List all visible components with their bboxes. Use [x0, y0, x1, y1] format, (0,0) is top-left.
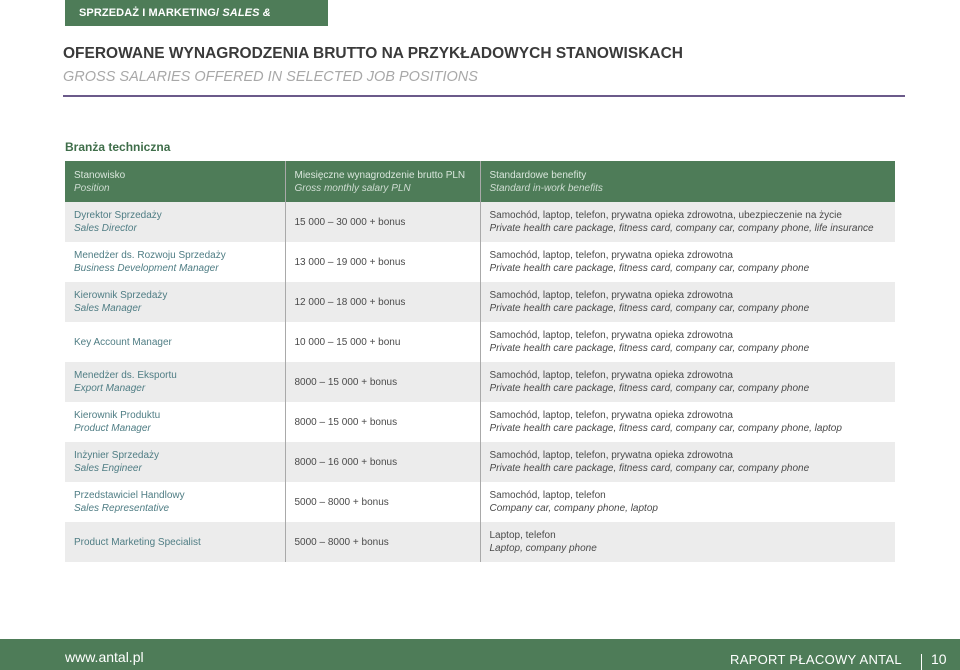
position-name-en: Sales Director: [74, 223, 137, 234]
benefits-en: Private health care package, fitness card, company car, company phone: [489, 463, 810, 474]
position-name-pl: Przedstawiciel Handlowy: [74, 490, 185, 501]
salary-cell: [285, 402, 480, 442]
position-cell: [65, 322, 285, 362]
position-cell: [65, 522, 285, 562]
benefits-en: Private health care package, fitness card, company car, company phone: [489, 263, 810, 274]
header-label-en: Gross monthly salary PLN: [294, 182, 411, 194]
table-header-row: [65, 161, 895, 202]
salary-cell: [285, 362, 480, 402]
position-name-pl: Kierownik Produktu: [74, 410, 161, 421]
benefits-pl: Samochód, laptop, telefon, prywatna opieka zdrowotna, ubezpieczenie na życie: [489, 210, 842, 221]
benefits-en: Laptop, company phone: [489, 543, 597, 554]
header-label-pl: Miesięczne wynagrodzenie brutto PLN: [294, 169, 466, 181]
benefits-pl: Samochód, laptop, telefon, prywatna opieka zdrowotna: [489, 250, 733, 261]
salary-cell: [285, 282, 480, 322]
table-row: [65, 442, 895, 482]
benefits-cell: [480, 202, 895, 242]
salary-range: 8000 – 16 000 + bonus: [294, 456, 398, 468]
page-footer: [0, 639, 960, 670]
benefits-pl: Samochód, laptop, telefon: [489, 490, 606, 501]
footer-report-title: RAPORT PŁACOWY ANTAL: [730, 652, 902, 667]
benefits-pl: Laptop, telefon: [489, 530, 556, 541]
position-name-en: Sales Representative: [74, 503, 170, 514]
header-label-pl: Standardowe benefity: [489, 169, 587, 181]
benefits-cell: [480, 362, 895, 402]
table-row: [65, 242, 895, 282]
header-benefits: [480, 161, 895, 202]
section-title: Branża techniczna: [65, 140, 171, 154]
position-cell: [65, 202, 285, 242]
position-name-pl: Menedżer ds. Rozwoju Sprzedaży: [74, 250, 226, 261]
benefits-cell: [480, 322, 895, 362]
benefits-cell: [480, 242, 895, 282]
table-row: [65, 322, 895, 362]
benefits-cell: [480, 482, 895, 522]
salary-range: 13 000 – 19 000 + bonus: [294, 256, 406, 268]
position-name-pl: Menedżer ds. Eksportu: [74, 370, 177, 381]
page-number: 10: [931, 651, 947, 667]
header-label-en: Position: [74, 182, 110, 194]
salary-range: 10 000 – 15 000 + bonu: [294, 336, 401, 348]
page-subtitle: GROSS SALARIES OFFERED IN SELECTED JOB POSITIONS: [63, 69, 478, 85]
benefits-en: Private health care package, fitness card, company car, company phone, life insurance: [489, 223, 874, 234]
salary-range: 5000 – 8000 + bonus: [294, 496, 389, 508]
salary-cell: [285, 522, 480, 562]
benefits-pl: Samochód, laptop, telefon, prywatna opieka zdrowotna: [489, 290, 733, 301]
salary-range: 8000 – 15 000 + bonus: [294, 416, 398, 428]
table-row: [65, 202, 895, 242]
salary-range: 8000 – 15 000 + bonus: [294, 376, 398, 388]
salary-cell: [285, 242, 480, 282]
benefits-pl: Samochód, laptop, telefon, prywatna opieka zdrowotna: [489, 410, 733, 421]
position-name-en: Sales Engineer: [74, 463, 142, 474]
header-label-en: Standard in-work benefits: [489, 182, 603, 194]
benefits-en: Company car, company phone, laptop: [489, 503, 658, 514]
footer-website: www.antal.pl: [65, 649, 144, 665]
benefits-cell: [480, 442, 895, 482]
benefits-en: Private health care package, fitness card, company car, company phone: [489, 303, 810, 314]
position-name-en: Sales Manager: [74, 303, 142, 314]
salary-range: 5000 – 8000 + bonus: [294, 536, 389, 548]
category-label-pl: SPRZEDAŻ I MARKETING/: [79, 7, 220, 19]
position-name-pl: Dyrektor Sprzedaży: [74, 210, 162, 221]
position-cell: [65, 242, 285, 282]
position-name-en: Business Development Manager: [74, 263, 219, 274]
footer-separator: [921, 654, 922, 670]
benefits-en: Private health care package, fitness card, company car, company phone: [489, 383, 810, 394]
position-name-en: Product Manager: [74, 423, 151, 434]
category-label-en: SALES & MARKETING: [79, 7, 271, 45]
position-cell: [65, 402, 285, 442]
header-salary: [285, 161, 480, 202]
benefits-pl: Samochód, laptop, telefon, prywatna opieka zdrowotna: [489, 370, 733, 381]
table-row: [65, 362, 895, 402]
position-name-pl: Key Account Manager: [74, 336, 172, 348]
benefits-cell: [480, 522, 895, 562]
salary-cell: [285, 322, 480, 362]
position-cell: [65, 482, 285, 522]
table-row: [65, 402, 895, 442]
benefits-cell: [480, 282, 895, 322]
benefits-cell: [480, 402, 895, 442]
position-cell: [65, 282, 285, 322]
salary-range: 12 000 – 18 000 + bonus: [294, 296, 406, 308]
header-position: [65, 161, 285, 202]
position-name-pl: Inżynier Sprzedaży: [74, 450, 160, 461]
salary-cell: [285, 482, 480, 522]
salary-range: 15 000 – 30 000 + bonus: [294, 216, 406, 228]
salary-table: [65, 161, 895, 562]
title-divider: [63, 95, 905, 97]
benefits-pl: Samochód, laptop, telefon, prywatna opieka zdrowotna: [489, 330, 733, 341]
salary-cell: [285, 202, 480, 242]
position-cell: [65, 362, 285, 402]
table-row: [65, 282, 895, 322]
category-tag: [65, 0, 328, 45]
benefits-en: Private health care package, fitness card, company car, company phone, laptop: [489, 423, 842, 434]
position-name-pl: Kierownik Sprzedaży: [74, 290, 168, 301]
table-row: [65, 522, 895, 562]
position-cell: [65, 442, 285, 482]
header-label-pl: Stanowisko: [74, 169, 126, 181]
benefits-en: Private health care package, fitness card, company car, company phone: [489, 343, 810, 354]
position-name-en: Export Manager: [74, 383, 146, 394]
benefits-pl: Samochód, laptop, telefon, prywatna opieka zdrowotna: [489, 450, 733, 461]
page-title: OFEROWANE WYNAGRODZENIA BRUTTO NA PRZYKŁADOWYCH STANOWISKACH: [63, 45, 683, 62]
table-row: [65, 482, 895, 522]
salary-cell: [285, 442, 480, 482]
position-name-pl: Product Marketing Specialist: [74, 536, 201, 548]
